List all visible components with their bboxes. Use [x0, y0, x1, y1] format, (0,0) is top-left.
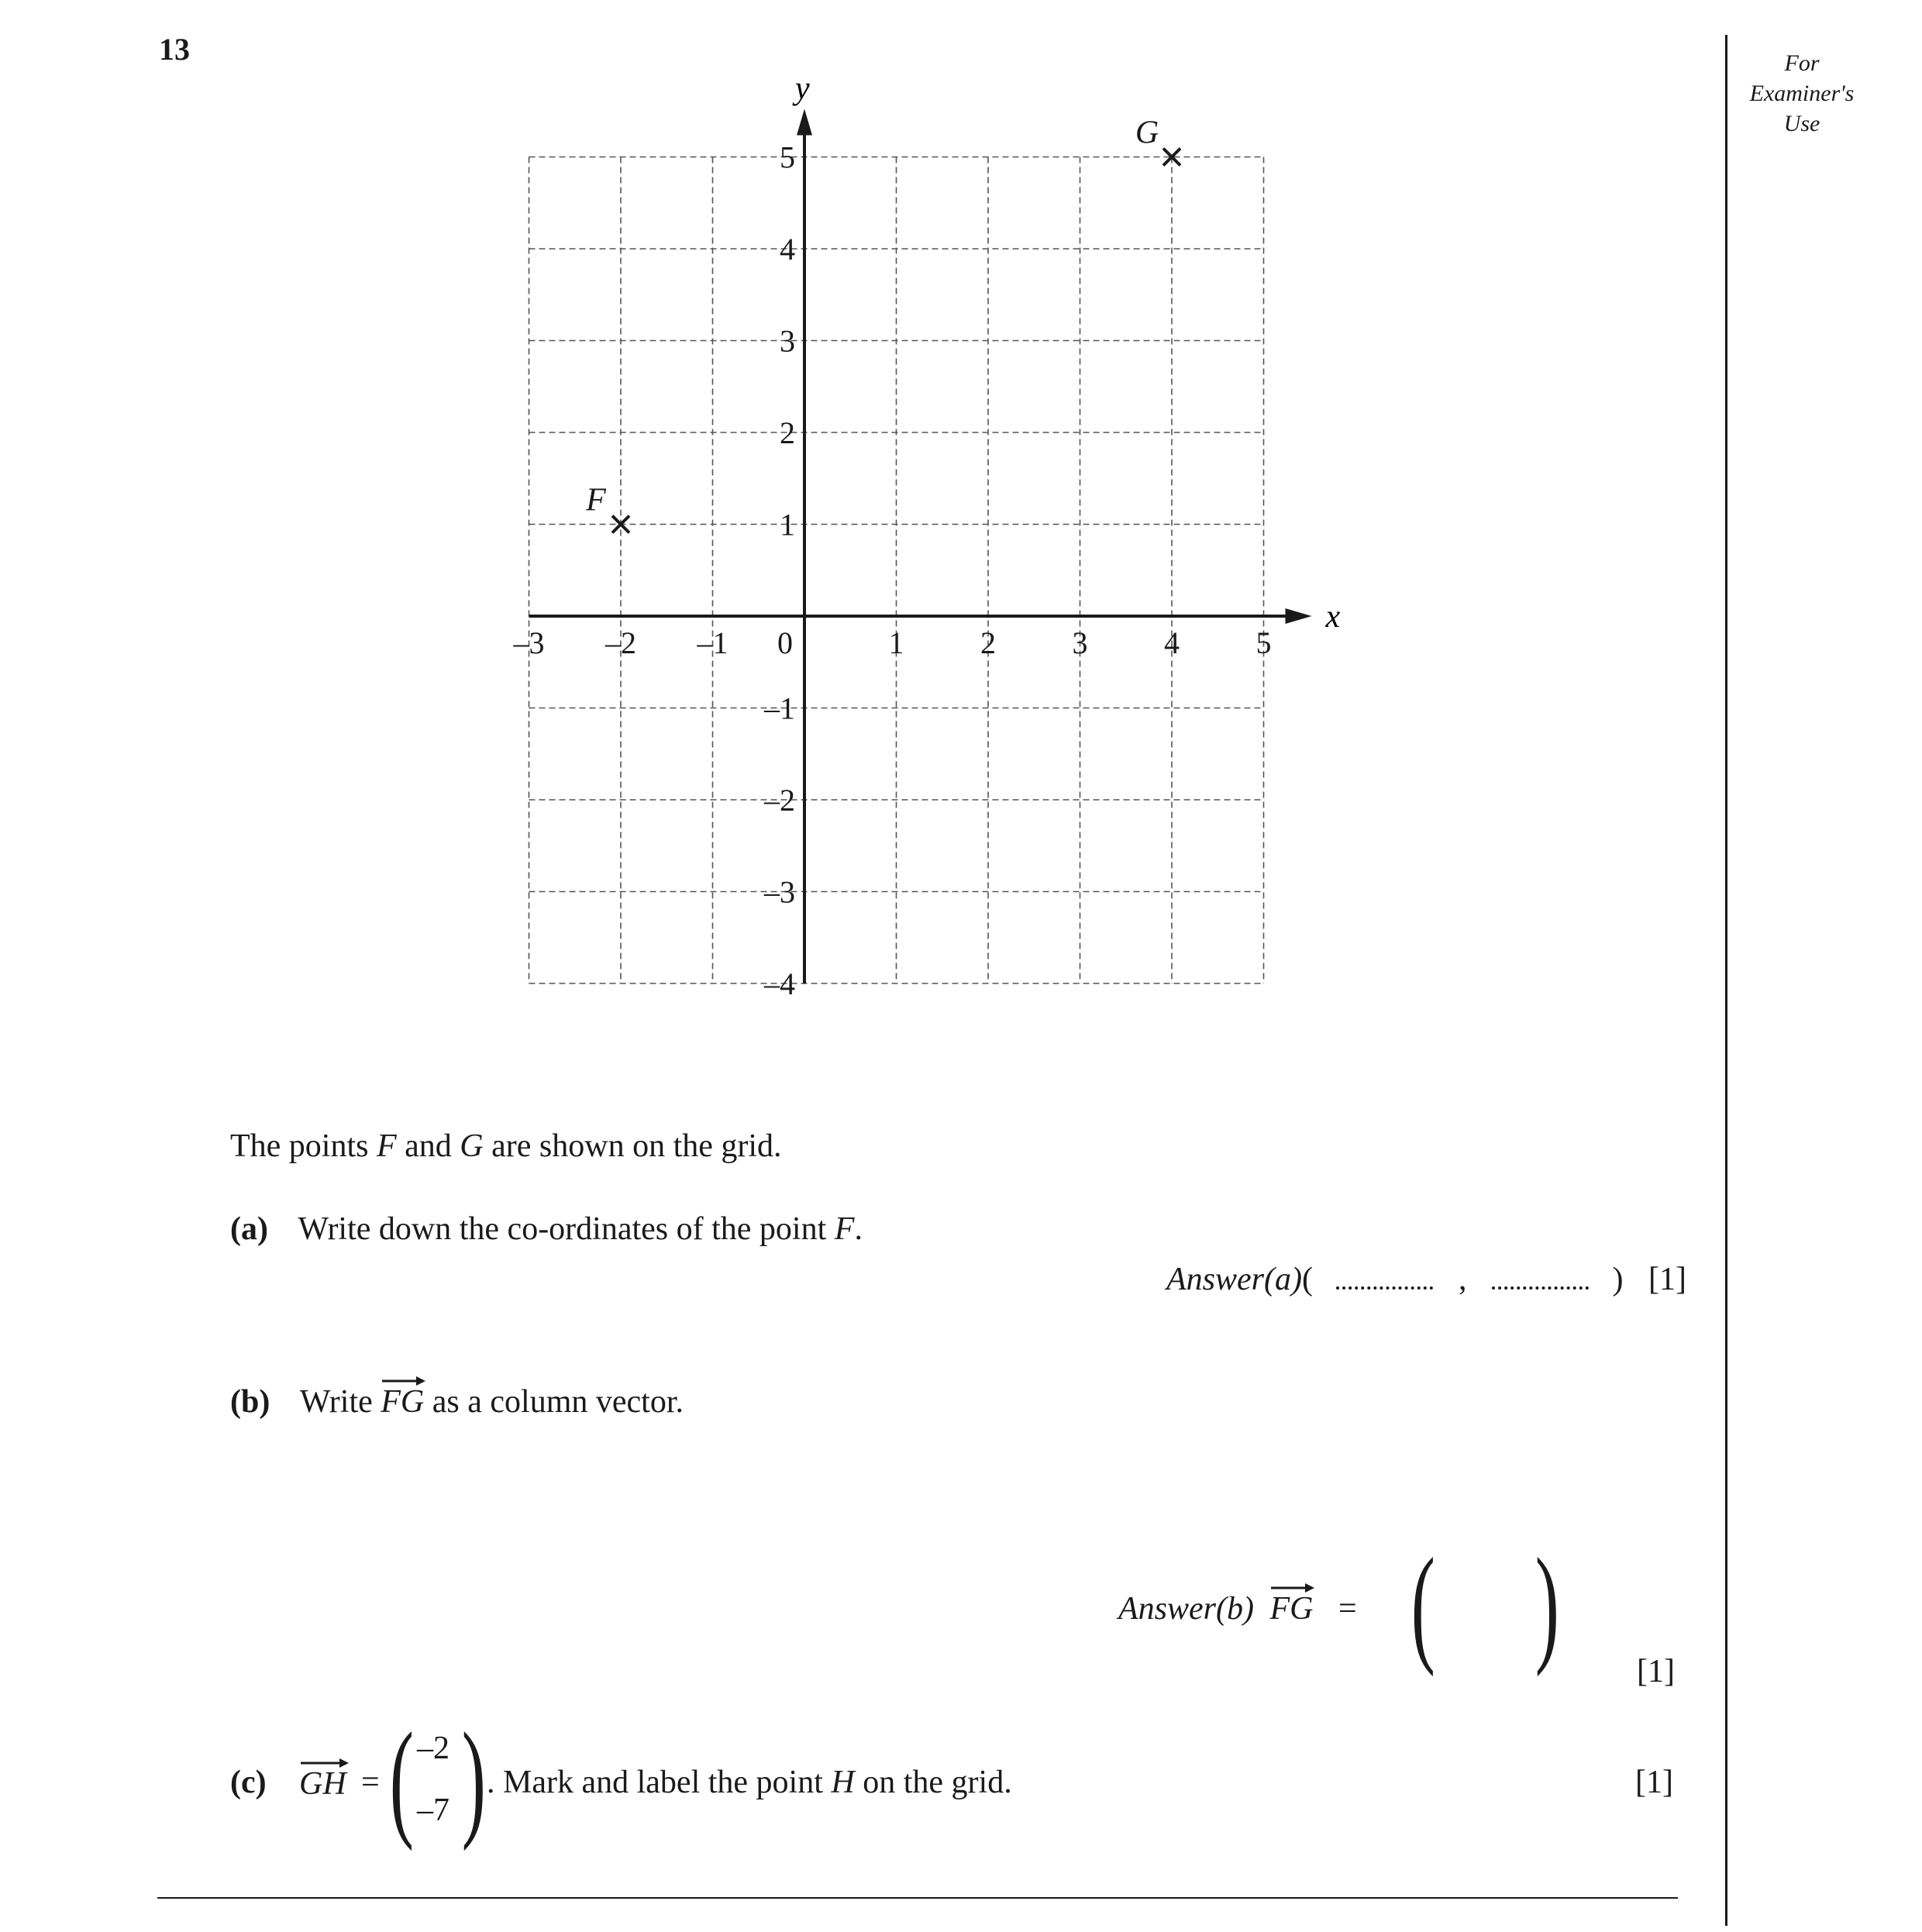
part-a-answer-line: [1166, 1261, 1686, 1298]
x-tick-label: –1: [697, 625, 728, 660]
x-tick-label: 0: [777, 625, 793, 660]
y-tick-label: 5: [780, 139, 795, 175]
part-c-vector-text: GH: [299, 1766, 346, 1802]
part-a-end: .: [854, 1211, 863, 1247]
part-b-answer-vector: [1269, 1590, 1313, 1627]
part-b-equals: =: [1338, 1591, 1357, 1627]
bottom-rule: [157, 1897, 1678, 1899]
x-tick-label: 4: [1164, 625, 1180, 660]
part-b-close-paren: ): [1534, 1531, 1559, 1677]
part-b-answer-vector-text: FG: [1269, 1591, 1314, 1627]
examiner-line-2: Examiner's: [1749, 81, 1855, 106]
part-b-open-paren: (: [1410, 1531, 1435, 1677]
grid-lines: [529, 157, 1264, 984]
intro-point-g: G: [460, 1128, 484, 1164]
intro-pre: The points: [230, 1128, 377, 1164]
part-a-label: (a): [230, 1211, 268, 1247]
part-b-answer-line: [1118, 1590, 1357, 1627]
part-c-open-paren: (: [389, 1706, 414, 1851]
y-tick-label: –1: [764, 690, 795, 726]
x-tick-label: 1: [888, 625, 904, 660]
y-axis-label: y: [795, 71, 810, 107]
point-g-cross-icon: [1135, 115, 1180, 166]
intro-point-f: F: [376, 1128, 397, 1164]
vector-arrow-icon: [299, 1758, 350, 1768]
part-a-question: [230, 1211, 863, 1248]
tick-labels: [513, 140, 1272, 1002]
point-f-cross-icon: [585, 483, 629, 533]
examiner-line-3: Use: [1783, 111, 1820, 136]
y-tick-label: 1: [780, 507, 795, 542]
part-a-answer-label: Answer(a): [1166, 1262, 1302, 1297]
part-a-text: Write down the co-ordinates of the point: [298, 1211, 835, 1247]
part-a-x-answer-field[interactable]: [1336, 1277, 1433, 1290]
y-tick-label: –4: [764, 966, 795, 1001]
part-c-vector-bottom: –7: [417, 1793, 450, 1828]
part-c-vector: [299, 1765, 346, 1803]
part-b-marks: [1]: [1637, 1654, 1675, 1689]
x-tick-label: 5: [1256, 625, 1272, 660]
part-a-comma: ,: [1458, 1262, 1467, 1297]
y-tick-label: –3: [764, 874, 795, 910]
part-c-text-pre: . Mark and label the point: [487, 1765, 832, 1800]
y-tick-label: 3: [780, 323, 795, 359]
y-tick-label: 2: [780, 415, 795, 450]
y-axis-arrow-icon: [797, 109, 812, 136]
part-a-open-paren: (: [1301, 1262, 1313, 1297]
part-a-marks: [1]: [1648, 1262, 1686, 1297]
axes: [529, 71, 1341, 984]
part-c-close-paren: ): [461, 1706, 486, 1851]
part-b-vector-text: FG: [381, 1384, 425, 1420]
question-number: 13: [159, 32, 190, 67]
y-tick-label: 4: [780, 232, 795, 267]
intro-post: are shown on the grid.: [483, 1128, 782, 1164]
part-a-close-paren: ): [1612, 1262, 1624, 1297]
part-c-vector-top: –2: [417, 1731, 450, 1766]
intro-text: [230, 1128, 782, 1165]
intro-mid: and: [396, 1128, 460, 1164]
part-b-vector: [381, 1383, 424, 1421]
point-label: F: [586, 482, 606, 518]
part-a-y-answer-field[interactable]: [1492, 1277, 1589, 1290]
part-c-text-post: on the grid.: [854, 1765, 1012, 1800]
part-c-point: H: [831, 1765, 855, 1800]
part-b-question: [230, 1383, 684, 1421]
x-tick-label: –3: [513, 625, 545, 660]
part-b-text-post: as a column vector.: [424, 1384, 684, 1420]
x-tick-label: –2: [605, 625, 636, 660]
point-label: G: [1135, 115, 1159, 151]
x-axis-label: x: [1325, 599, 1341, 635]
part-c-label: (c): [230, 1765, 267, 1800]
examiner-line-1: For: [1784, 50, 1820, 76]
part-c-equals: =: [361, 1765, 380, 1800]
plotted-points: [585, 115, 1180, 533]
x-axis-arrow-icon: [1286, 608, 1312, 624]
part-a-point: F: [834, 1211, 855, 1247]
vector-arrow-icon: [381, 1376, 427, 1386]
part-c-text: [487, 1764, 1012, 1801]
part-b-column-vector-field[interactable]: [1440, 1558, 1525, 1674]
x-tick-label: 3: [1072, 625, 1088, 660]
part-b-answer-label: Answer(b): [1118, 1591, 1254, 1627]
part-b-text-pre: Write: [299, 1384, 381, 1420]
x-tick-label: 2: [980, 625, 996, 660]
y-tick-label: –2: [764, 783, 795, 818]
part-b-label: (b): [230, 1384, 270, 1420]
part-c-marks: [1]: [1635, 1765, 1673, 1800]
vector-arrow-icon: [1269, 1582, 1316, 1593]
